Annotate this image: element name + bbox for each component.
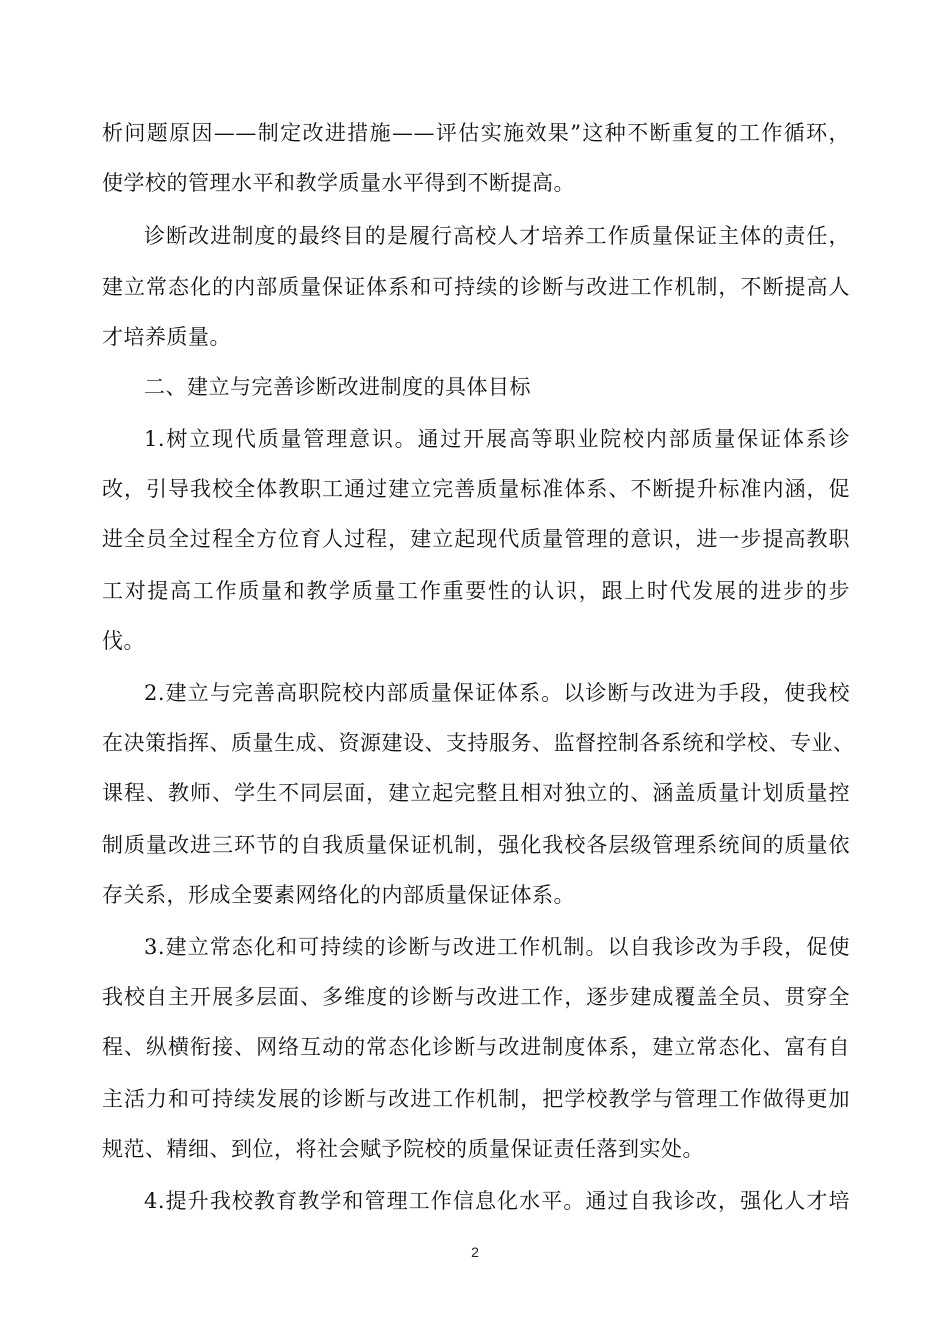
paragraph-line: 3.建立常态化和可持续的诊断与改进工作机制。以自我诊改为手段，促使 <box>144 935 850 959</box>
paragraph-line: 工对提高工作质量和教学质量工作重要性的认识，跟上时代发展的进步的步 <box>102 579 850 603</box>
paragraph-line: 2.建立与完善高职院校内部质量保证体系。以诊断与改进为手段，使我校 <box>144 681 850 705</box>
paragraph-line: 伐。 <box>102 629 145 653</box>
paragraph-line: 进全员全过程全方位育人过程，建立起现代质量管理的意识，进一步提高教职 <box>102 527 850 551</box>
paragraph-line: 诊断改进制度的最终目的是履行高校人才培养工作质量保证主体的责任， <box>144 224 850 248</box>
paragraph-line: 在决策指挥、质量生成、资源建设、支持服务、监督控制各系统和学校、专业、 <box>102 731 855 755</box>
paragraph-line: 4.提升我校教育教学和管理工作信息化水平。通过自我诊改，强化人才培 <box>144 1189 850 1213</box>
paragraph-line: 规范、精细、到位，将社会赋予院校的质量保证责任落到实处。 <box>102 1137 704 1161</box>
paragraph-line: 存关系，形成全要素网络化的内部质量保证体系。 <box>102 883 575 907</box>
paragraph-line: 1.树立现代质量管理意识。通过开展高等职业院校内部质量保证体系诊 <box>144 427 850 451</box>
paragraph-line: 才培养质量。 <box>102 325 231 349</box>
paragraph-line: 使学校的管理水平和教学质量水平得到不断提高。 <box>102 171 575 195</box>
paragraph-line: 我校自主开展多层面、多维度的诊断与改进工作，逐步建成覆盖全员、贯穿全 <box>102 985 850 1009</box>
paragraph-line: 程、纵横衔接、网络互动的常态化诊断与改进制度体系，建立常态化、富有自 <box>102 1035 850 1059</box>
paragraph-line: 课程、教师、学生不同层面，建立起完整且相对独立的、涵盖质量计划质量控 <box>102 781 850 805</box>
paragraph-line: 改，引导我校全体教职工通过建立完善质量标准体系、不断提升标准内涵，促 <box>102 477 850 501</box>
section-heading: 二、建立与完善诊断改进制度的具体目标 <box>144 375 531 399</box>
paragraph-line: 析问题原因——制定改进措施——评估实施效果”这种不断重复的工作循环， <box>102 121 850 145</box>
paragraph-line: 建立常态化的内部质量保证体系和可持续的诊断与改进工作机制，不断提高人 <box>102 275 850 299</box>
paragraph-line: 制质量改进三环节的自我质量保证机制，强化我校各层级管理系统间的质量依 <box>102 833 850 857</box>
paragraph-line: 主活力和可持续发展的诊断与改进工作机制，把学校教学与管理工作做得更加 <box>102 1087 850 1111</box>
page-number: 2 <box>471 1244 479 1260</box>
